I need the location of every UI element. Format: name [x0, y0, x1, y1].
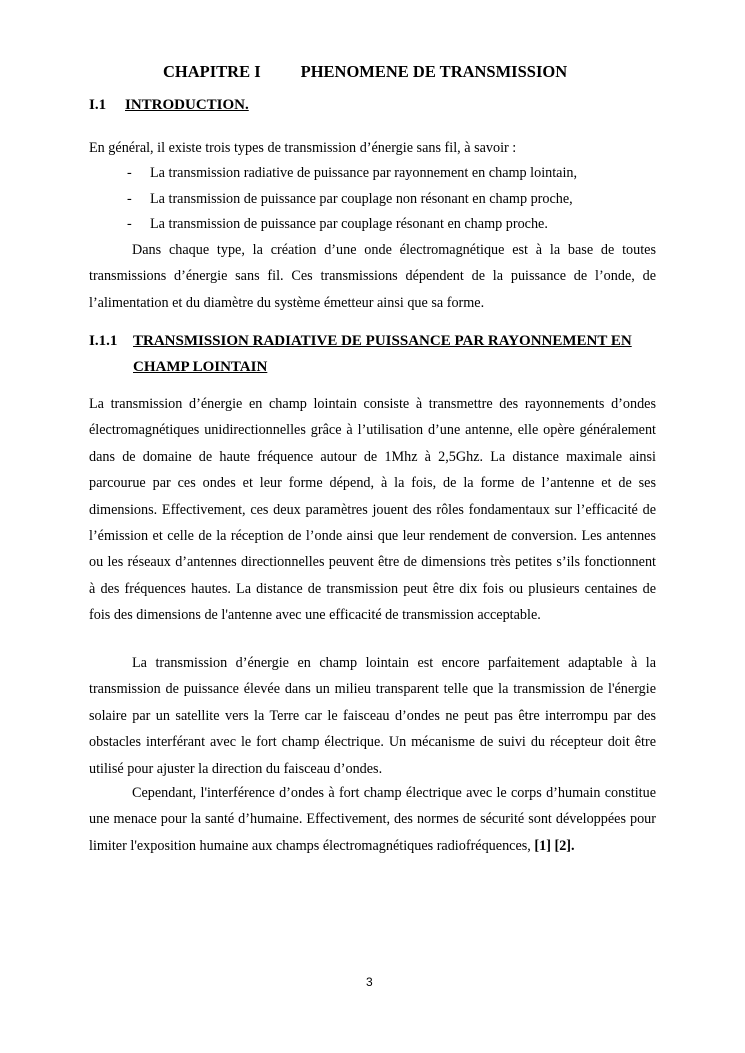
body-paragraph-1: La transmission d’énergie en champ lointain consiste à transmettre des rayonnements d’ondes électromagnétiques unidirectionnelles grâce à l’utilisation d’une antenne, elle opère généralement dans de domaine de haute fréquence autour de 1Mhz à 2,5Ghz. La distance maximale ainsi parcourue par ces ondes et leur forme dépend, à la fois, de la forme de l’antenne et de ses dimensions. Effectivement, ces deux paramètres jouent des rôles fondamentaux sur l’efficacité de l’émission et celle de la réception de l’onde ainsi que leur rendement de conversion. Les antennes ou les réseaux d’antennes directionnelles peuvent être de dimensions très petites s’ils fonctionnent à des fréquences hautes. La distance de transmission peut être dix fois ou plusieurs centaines de fois des dimensions de l'antenne avec une efficacité de transmission acceptable. — [89, 396, 656, 624]
body-paragraph-2 — [89, 650, 656, 782]
citation: [1] [2]. — [534, 837, 575, 854]
section-title-line2: CHAMP LOINTAIN — [133, 359, 268, 375]
body-paragraph-3 — [89, 780, 656, 859]
intro-paragraph-text: Dans chaque type, la création d’une onde électromagnétique est à la base de toutes transmissions d’énergie sans fil. Ces transmissions dépendent de la puissance de l’onde, de l’alimentation et du diamètre du système émetteur ainsi que sa forme. — [89, 242, 656, 311]
bullet-marker: - — [127, 165, 132, 181]
list-item-text: La transmission de puissance par couplage non résonant en champ proche, — [150, 191, 573, 207]
section-heading-line — [89, 359, 632, 376]
list-item-text: La transmission de puissance par couplage résonant en champ proche. — [150, 216, 548, 232]
list-item — [127, 165, 577, 182]
bullet-marker: - — [127, 191, 132, 207]
section-heading-radiative — [89, 333, 632, 376]
body-paragraph-3-text: Cependant, l'interférence d’ondes à fort champ électrique avec le corps d’humain constitue une menace pour la santé d’humaine. Effectivement, des normes de sécurité sont développées pour limiter l'exposition humaine aux champs électromagnétiques radiofréquences, — [89, 785, 656, 854]
section-number: I.1.1 — [89, 333, 118, 349]
section-number: I.1 — [89, 97, 107, 113]
section-heading-line — [89, 333, 632, 350]
page-number: 3 — [366, 975, 373, 989]
chapter-title — [163, 62, 567, 82]
body-paragraph-2-text: La transmission d’énergie en champ lointain est encore parfaitement adaptable à la transmission de puissance élevée dans un milieu transparent telle que la transmission de l'énergie solaire par un satellite vers la Terre car le faisceau d’ondes ne peut pas être interrompu par des obstacles interférant avec le fort champ électrique. Un mécanisme de suivi du récepteur doit être utilisé pour ajuster la direction du faisceau d’ondes. — [89, 655, 656, 777]
section-title-line1: TRANSMISSION RADIATIVE DE PUISSANCE PAR RAYONNEMENT EN — [133, 333, 632, 349]
bullet-marker: - — [127, 216, 132, 232]
section-title: INTRODUCTION. — [125, 97, 249, 113]
list-item — [127, 216, 548, 233]
list-item — [127, 191, 573, 208]
section-heading-introduction — [89, 97, 249, 114]
chapter-label: CHAPITRE I — [163, 62, 261, 81]
chapter-name: PHENOMENE DE TRANSMISSION — [300, 62, 568, 81]
intro-lead: En général, il existe trois types de transmission d’énergie sans fil, à savoir : — [89, 140, 517, 156]
intro-paragraph — [89, 237, 656, 316]
list-item-text: La transmission radiative de puissance par rayonnement en champ lointain, — [150, 165, 578, 181]
